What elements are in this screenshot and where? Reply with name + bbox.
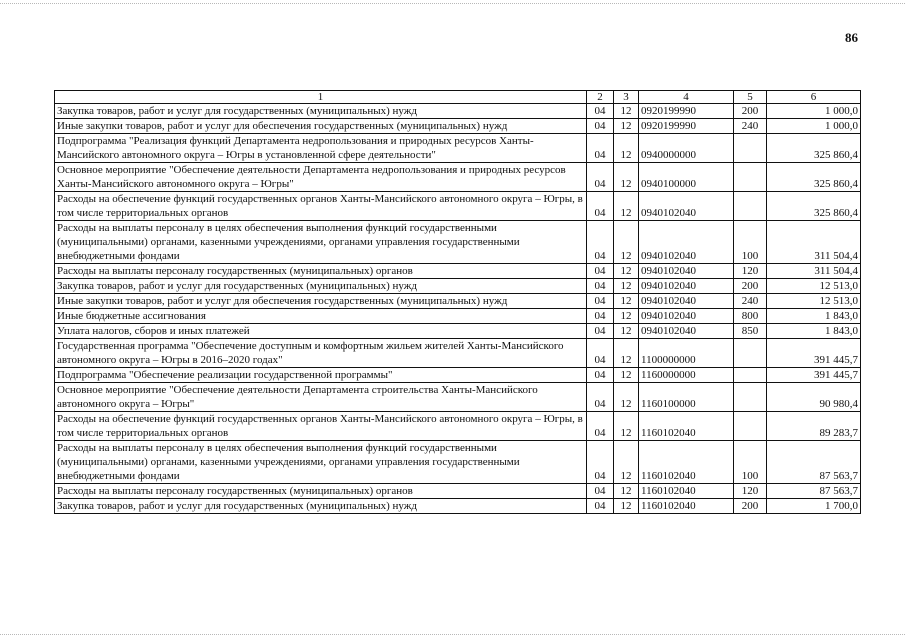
- amount-cell: 87 563,7: [767, 484, 861, 499]
- item-name-cell: Закупка товаров, работ и услуг для государственных (муниципальных) нужд: [55, 499, 587, 514]
- table-row: [55, 441, 861, 484]
- table-row: [55, 221, 861, 264]
- item-name-cell: Расходы на выплаты персоналу государственных (муниципальных) органов: [55, 264, 587, 279]
- expense-type-cell: 120: [734, 264, 767, 279]
- header-cell: 1: [55, 91, 587, 104]
- target-article-cell: 0940102040: [639, 264, 734, 279]
- target-article-cell: 0940102040: [639, 324, 734, 339]
- subsection-cell: 12: [614, 412, 639, 441]
- section-cell: 04: [587, 264, 614, 279]
- scan-edge-top: [0, 3, 905, 4]
- amount-cell: 90 980,4: [767, 383, 861, 412]
- target-article-cell: 1160100000: [639, 383, 734, 412]
- budget-table: [54, 90, 861, 514]
- section-cell: 04: [587, 441, 614, 484]
- subsection-cell: 12: [614, 221, 639, 264]
- target-article-cell: 1160102040: [639, 441, 734, 484]
- header-cell: 4: [639, 91, 734, 104]
- target-article-cell: 0920199990: [639, 104, 734, 119]
- section-cell: 04: [587, 339, 614, 368]
- section-cell: 04: [587, 119, 614, 134]
- section-cell: 04: [587, 368, 614, 383]
- subsection-cell: 12: [614, 324, 639, 339]
- table-row: [55, 368, 861, 383]
- amount-cell: 12 513,0: [767, 294, 861, 309]
- header-cell: 2: [587, 91, 614, 104]
- item-name-cell: Расходы на обеспечение функций государственных органов Ханты-Мансийского автономного округа – Югры, в том числе территориальных органов: [55, 412, 587, 441]
- target-article-cell: 0940100000: [639, 163, 734, 192]
- section-cell: 04: [587, 309, 614, 324]
- table-row: [55, 339, 861, 368]
- amount-cell: 311 504,4: [767, 264, 861, 279]
- expense-type-cell: 800: [734, 309, 767, 324]
- subsection-cell: 12: [614, 192, 639, 221]
- target-article-cell: 0920199990: [639, 119, 734, 134]
- item-name-cell: Закупка товаров, работ и услуг для государственных (муниципальных) нужд: [55, 104, 587, 119]
- table-row: [55, 119, 861, 134]
- target-article-cell: 1160102040: [639, 484, 734, 499]
- section-cell: 04: [587, 484, 614, 499]
- section-cell: 04: [587, 192, 614, 221]
- expense-type-cell: [734, 339, 767, 368]
- table-row: [55, 104, 861, 119]
- table-row: [55, 294, 861, 309]
- subsection-cell: 12: [614, 441, 639, 484]
- expense-type-cell: [734, 134, 767, 163]
- amount-cell: 325 860,4: [767, 134, 861, 163]
- subsection-cell: 12: [614, 264, 639, 279]
- amount-cell: 12 513,0: [767, 279, 861, 294]
- page-number: 86: [845, 30, 858, 45]
- table-row: [55, 279, 861, 294]
- amount-cell: 1 843,0: [767, 309, 861, 324]
- expense-type-cell: [734, 383, 767, 412]
- section-cell: 04: [587, 412, 614, 441]
- table-row: [55, 163, 861, 192]
- target-article-cell: 0940102040: [639, 309, 734, 324]
- section-cell: 04: [587, 134, 614, 163]
- item-name-cell: Расходы на выплаты персоналу государственных (муниципальных) органов: [55, 484, 587, 499]
- amount-cell: 311 504,4: [767, 221, 861, 264]
- amount-cell: 325 860,4: [767, 163, 861, 192]
- amount-cell: 89 283,7: [767, 412, 861, 441]
- item-name-cell: Иные бюджетные ассигнования: [55, 309, 587, 324]
- subsection-cell: 12: [614, 339, 639, 368]
- amount-cell: 1 700,0: [767, 499, 861, 514]
- expense-type-cell: 240: [734, 119, 767, 134]
- subsection-cell: 12: [614, 104, 639, 119]
- target-article-cell: 0940102040: [639, 221, 734, 264]
- expense-type-cell: 850: [734, 324, 767, 339]
- section-cell: 04: [587, 279, 614, 294]
- item-name-cell: Иные закупки товаров, работ и услуг для обеспечения государственных (муниципальных) нужд: [55, 119, 587, 134]
- table-row: [55, 324, 861, 339]
- expense-type-cell: 100: [734, 441, 767, 484]
- header-cell: 5: [734, 91, 767, 104]
- subsection-cell: 12: [614, 484, 639, 499]
- amount-cell: 1 000,0: [767, 104, 861, 119]
- item-name-cell: Иные закупки товаров, работ и услуг для обеспечения государственных (муниципальных) нужд: [55, 294, 587, 309]
- expense-type-cell: [734, 412, 767, 441]
- scan-edge-bottom: [0, 634, 905, 635]
- table-row: [55, 383, 861, 412]
- subsection-cell: 12: [614, 499, 639, 514]
- target-article-cell: 1160000000: [639, 368, 734, 383]
- table-row: [55, 412, 861, 441]
- subsection-cell: 12: [614, 119, 639, 134]
- target-article-cell: 0940102040: [639, 279, 734, 294]
- subsection-cell: 12: [614, 279, 639, 294]
- amount-cell: 1 843,0: [767, 324, 861, 339]
- subsection-cell: 12: [614, 294, 639, 309]
- item-name-cell: Государственная программа "Обеспечение доступным и комфортным жильем жителей Ханты-Мансийского автономного округа – Югры в 2016–2020 годах": [55, 339, 587, 368]
- section-cell: 04: [587, 104, 614, 119]
- table-header-row: [55, 91, 861, 104]
- section-cell: 04: [587, 324, 614, 339]
- table-row: [55, 192, 861, 221]
- expense-type-cell: 240: [734, 294, 767, 309]
- target-article-cell: 1160102040: [639, 412, 734, 441]
- table-row: [55, 484, 861, 499]
- expense-type-cell: [734, 192, 767, 221]
- header-cell: 6: [767, 91, 861, 104]
- item-name-cell: Основное мероприятие "Обеспечение деятельности Департамента строительства Ханты-Мансийского автономного округа – Югры": [55, 383, 587, 412]
- item-name-cell: Основное мероприятие "Обеспечение деятельности Департамента недропользования и природных ресурсов Ханты-Мансийского автономного округа – Югры": [55, 163, 587, 192]
- header-cell: 3: [614, 91, 639, 104]
- table-row: [55, 264, 861, 279]
- table-row: [55, 134, 861, 163]
- item-name-cell: Уплата налогов, сборов и иных платежей: [55, 324, 587, 339]
- amount-cell: 1 000,0: [767, 119, 861, 134]
- target-article-cell: 0940102040: [639, 192, 734, 221]
- table-row: [55, 309, 861, 324]
- expense-type-cell: 100: [734, 221, 767, 264]
- target-article-cell: 1100000000: [639, 339, 734, 368]
- section-cell: 04: [587, 163, 614, 192]
- amount-cell: 391 445,7: [767, 339, 861, 368]
- table-row: [55, 499, 861, 514]
- expense-type-cell: 200: [734, 279, 767, 294]
- target-article-cell: 0940000000: [639, 134, 734, 163]
- expense-type-cell: 200: [734, 104, 767, 119]
- expense-type-cell: 120: [734, 484, 767, 499]
- table-body: [55, 91, 861, 514]
- section-cell: 04: [587, 499, 614, 514]
- subsection-cell: 12: [614, 368, 639, 383]
- amount-cell: 87 563,7: [767, 441, 861, 484]
- item-name-cell: Расходы на обеспечение функций государственных органов Ханты-Мансийского автономного округа – Югры, в том числе территориальных органов: [55, 192, 587, 221]
- item-name-cell: Расходы на выплаты персоналу в целях обеспечения выполнения функций государственными (муниципальными) органами, казенными учреждениями, органами управления государственными внебюджетными фондами: [55, 221, 587, 264]
- amount-cell: 391 445,7: [767, 368, 861, 383]
- subsection-cell: 12: [614, 163, 639, 192]
- item-name-cell: Подпрограмма "Реализация функций Департамента недропользования и природных ресурсов Ханты-Мансийского автономного округа – Югры в установленной сфере деятельности": [55, 134, 587, 163]
- expense-type-cell: 200: [734, 499, 767, 514]
- item-name-cell: Закупка товаров, работ и услуг для государственных (муниципальных) нужд: [55, 279, 587, 294]
- target-article-cell: 0940102040: [639, 294, 734, 309]
- item-name-cell: Расходы на выплаты персоналу в целях обеспечения выполнения функций государственными (муниципальными) органами, казенными учреждениями, органами управления государственными внебюджетными фондами: [55, 441, 587, 484]
- target-article-cell: 1160102040: [639, 499, 734, 514]
- subsection-cell: 12: [614, 134, 639, 163]
- subsection-cell: 12: [614, 383, 639, 412]
- expense-type-cell: [734, 163, 767, 192]
- expense-type-cell: [734, 368, 767, 383]
- section-cell: 04: [587, 294, 614, 309]
- subsection-cell: 12: [614, 309, 639, 324]
- item-name-cell: Подпрограмма "Обеспечение реализации государственной программы": [55, 368, 587, 383]
- section-cell: 04: [587, 221, 614, 264]
- amount-cell: 325 860,4: [767, 192, 861, 221]
- section-cell: 04: [587, 383, 614, 412]
